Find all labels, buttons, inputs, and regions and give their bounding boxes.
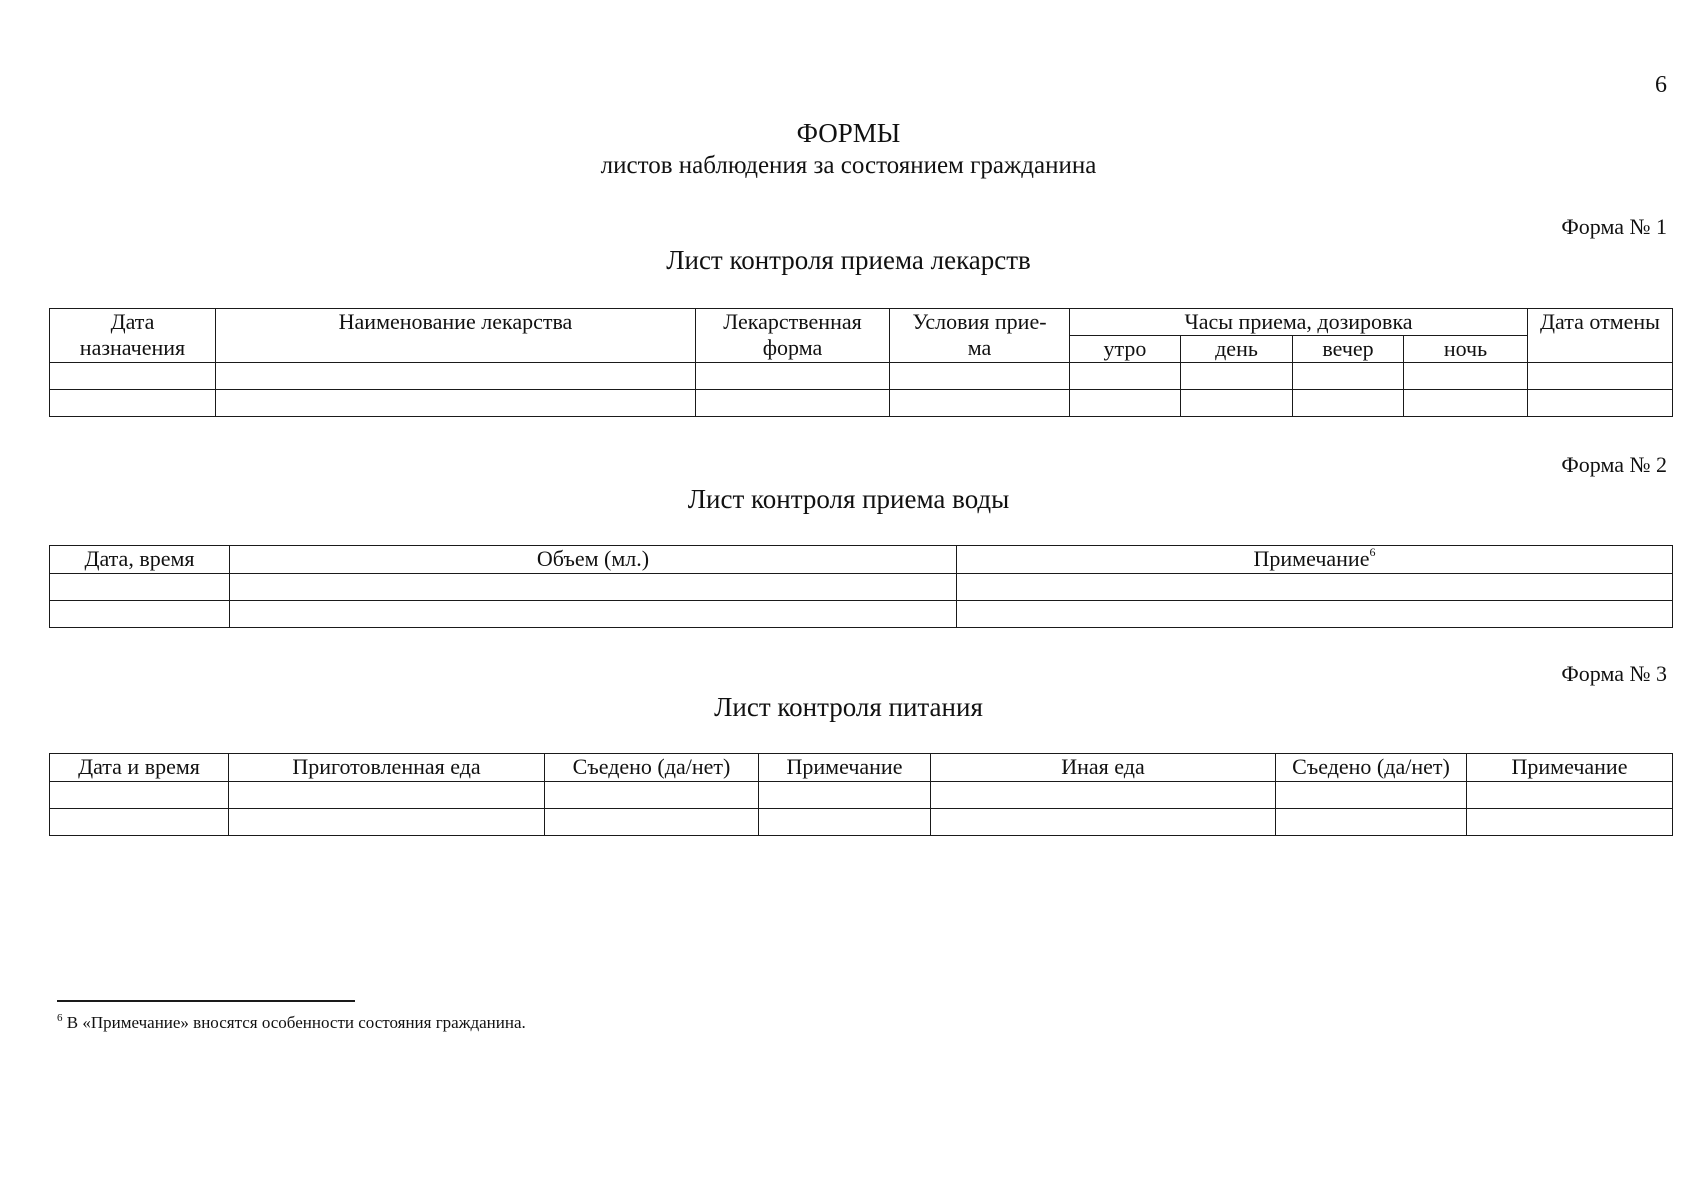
column-header-note: Примечание$^6$ — [957, 546, 1673, 574]
table-row — [50, 363, 1673, 390]
table-row — [50, 574, 1673, 601]
column-header-drug-name: Наименование лекарства — [216, 309, 696, 363]
form2-title: Лист контроля приема воды — [687, 484, 1010, 514]
footnote-mark: 6 — [57, 1012, 63, 1024]
table-cell[interactable] — [50, 809, 229, 836]
table-cell[interactable] — [216, 363, 696, 390]
table-cell[interactable] — [50, 363, 216, 390]
column-header-drug-form: Лекарственная форма — [696, 309, 890, 363]
table-cell[interactable] — [1181, 390, 1293, 417]
column-header-cancel-date: Дата отмены — [1528, 309, 1673, 363]
table-cell[interactable] — [545, 809, 759, 836]
form2-number: Форма № 2 — [1561, 452, 1667, 477]
column-header-date-time: Дата, время — [50, 546, 230, 574]
column-header-hours-dosage: Часы приема, дозировка — [1070, 309, 1528, 336]
water-intake-table — [49, 545, 1673, 628]
form3-number: Форма № 3 — [1561, 661, 1667, 686]
column-header-evening: вечер — [1293, 336, 1404, 363]
table-cell[interactable] — [230, 574, 957, 601]
form1-number: Форма № 1 — [1561, 214, 1667, 239]
table-cell[interactable] — [50, 601, 230, 628]
table-row — [50, 390, 1673, 417]
table-row — [50, 809, 1673, 836]
table-cell[interactable] — [216, 390, 696, 417]
page-number: 6 — [1655, 72, 1667, 98]
nutrition-control-table — [49, 753, 1673, 836]
table-cell[interactable] — [1293, 390, 1404, 417]
table-cell[interactable] — [696, 390, 890, 417]
table-cell[interactable] — [890, 390, 1070, 417]
column-header-date-time: Дата и время — [50, 754, 229, 782]
footnote-ref: 6 — [1369, 545, 1376, 559]
table-cell[interactable] — [957, 574, 1673, 601]
footnote-text: В «Примечание» вносятся особенности состояния гражданина. — [62, 1013, 526, 1032]
column-header-conditions: Условия прие- ма — [890, 309, 1070, 363]
table-cell[interactable] — [1276, 809, 1467, 836]
table-cell[interactable] — [696, 363, 890, 390]
form1-title: Лист контроля приема лекарств — [666, 245, 1031, 275]
table-cell[interactable] — [1070, 390, 1181, 417]
document-subtitle: листов наблюдения за состоянием гражданина — [600, 152, 1097, 179]
table-cell[interactable] — [759, 809, 931, 836]
table-cell[interactable] — [1467, 782, 1673, 809]
table-cell[interactable] — [890, 363, 1070, 390]
table-cell[interactable] — [1404, 363, 1528, 390]
table-cell[interactable] — [545, 782, 759, 809]
table-cell[interactable] — [230, 601, 957, 628]
table-cell[interactable] — [1404, 390, 1528, 417]
table-cell[interactable] — [50, 390, 216, 417]
table-cell[interactable] — [1181, 363, 1293, 390]
column-header-day: день — [1181, 336, 1293, 363]
table-cell[interactable] — [229, 809, 545, 836]
table-cell[interactable] — [931, 782, 1276, 809]
column-header-note: Примечание — [759, 754, 931, 782]
table-cell[interactable] — [1070, 363, 1181, 390]
document-title: ФОРМЫ — [796, 118, 901, 148]
form3-title: Лист контроля питания — [714, 692, 983, 722]
column-header-morning: утро — [1070, 336, 1181, 363]
table-cell[interactable] — [1467, 809, 1673, 836]
table-cell[interactable] — [1528, 363, 1673, 390]
table-cell[interactable] — [1276, 782, 1467, 809]
column-header-volume: Объем (мл.) — [230, 546, 957, 574]
column-header-date-assigned: Дата назначения — [50, 309, 216, 363]
table-row — [50, 782, 1673, 809]
medication-control-table — [49, 308, 1673, 417]
table-row — [50, 601, 1673, 628]
column-header-note-other: Примечание — [1467, 754, 1673, 782]
table-cell[interactable] — [50, 782, 229, 809]
table-cell[interactable] — [931, 809, 1276, 836]
column-header-eaten: Съедено (да/нет) — [545, 754, 759, 782]
table-cell[interactable] — [957, 601, 1673, 628]
column-header-other-food: Иная еда — [931, 754, 1276, 782]
table-cell[interactable] — [1528, 390, 1673, 417]
column-header-cooked-food: Приготовленная еда — [229, 754, 545, 782]
table-cell[interactable] — [1293, 363, 1404, 390]
column-header-eaten-other: Съедено (да/нет) — [1276, 754, 1467, 782]
footnote-divider — [57, 1000, 355, 1002]
table-cell[interactable] — [50, 574, 230, 601]
footnote — [57, 1013, 526, 1033]
column-header-night: ночь — [1404, 336, 1528, 363]
table-cell[interactable] — [759, 782, 931, 809]
table-cell[interactable] — [229, 782, 545, 809]
